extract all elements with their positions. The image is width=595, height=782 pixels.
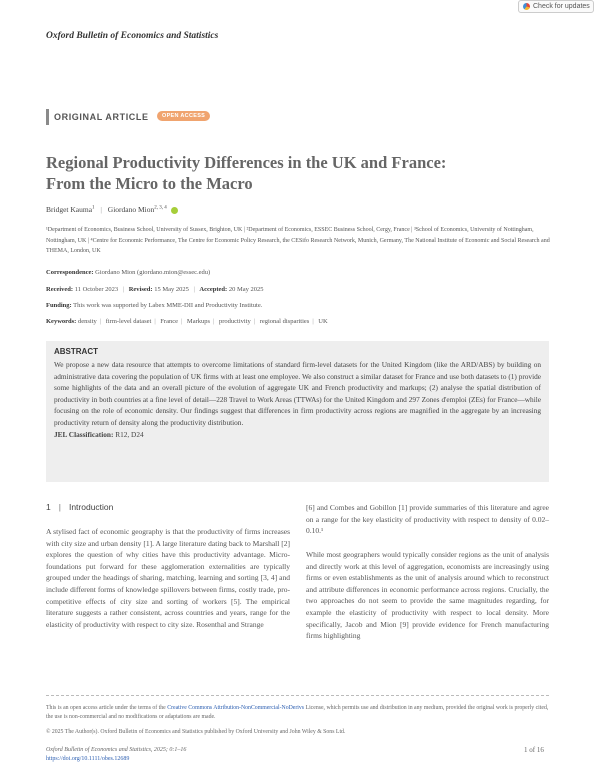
author-separator: |: [100, 205, 102, 214]
date-separator: |: [122, 286, 125, 293]
license-pre: This is an open access article under the terms of the: [46, 705, 168, 711]
right-column-para2: While most geographers would typically consider regions as the unit of analysis and directly work at this level of aggregation, economists are increasingly using firms or even establishments as the unit of analysis around which to reconstruct and attribute differences in economic performance across regions. Crucially, the two approaches do not seem to provide the same magnitudes regarding, for example the elasticity of productivity with respect to local density. More specifically, Jacob and Mion [9] provide evidence for French manufacturing firms highlighting: [306, 550, 549, 641]
accepted-label: Accepted:: [199, 286, 228, 293]
revised-label: Revised:: [128, 286, 153, 293]
license-post: License, which permits use and distribution in any medium, provided the original work is properly cited, the use is non-commercial and no modifications or adaptations are made.: [46, 705, 549, 720]
keyword-separator: |: [253, 318, 256, 325]
abstract-box: [46, 341, 549, 482]
abstract-heading: ABSTRACT: [54, 347, 98, 356]
author-name[interactable]: Giordano Mion: [107, 205, 155, 214]
revised-value: 15 May 2025: [154, 286, 189, 293]
license-link[interactable]: Creative Commons Attribution-NonCommercial-NoDerivs: [167, 705, 305, 711]
open-access-badge: OPEN ACCESS: [157, 111, 210, 121]
received-label: Received:: [46, 286, 74, 293]
keywords: [46, 318, 328, 325]
correspondence: [46, 269, 210, 276]
keyword[interactable]: productivity: [218, 318, 251, 325]
date-separator: |: [193, 286, 195, 293]
keyword-separator: |: [154, 318, 156, 325]
check-updates-label: Check for updates: [533, 3, 590, 10]
jel-value: R12, D24: [115, 429, 144, 439]
funding: [46, 302, 262, 309]
keyword[interactable]: firm-level dataset: [105, 318, 152, 325]
journal-title: Oxford Bulletin of Economics and Statistics: [46, 31, 219, 41]
affiliations: ¹Department of Economics, Business School, University of Sussex, Brighton, UK | ²Department of Economics, ESSEC Business School, Cergy, France | ³School of Economics, University of Nottingham, Nottingham, UK | ⁴Centre for Economic Performance, The Centre for Economic Policy Research, the CESifo Research Network, Munich, Germany, The National Institute of Economic and Social Research and THEMA, London, UK: [46, 227, 550, 254]
orcid-icon[interactable]: [171, 207, 178, 214]
section-separator: |: [58, 502, 61, 512]
keyword-separator: |: [213, 318, 215, 325]
right-column-para1: [6] and Combes and Gobillon [1] provide summaries of this literature and agree on a range for the key elasticity of productivity with respect to density of 0.02–0.10.¹: [306, 503, 549, 536]
dates: [46, 286, 264, 293]
accepted-value: 20 May 2025: [228, 286, 264, 293]
doi-link[interactable]: https://doi.org/10.1111/obes.12689: [46, 756, 130, 762]
abstract-text: We propose a new data resource that attempts to overcome limitations of standard firm-level datasets for the United Kingdom (like the ARD/ABS) by building on administrative data covering the population of UK firms with at least one employee. We also construct a similar dataset for France and use both datasets to (1) provide some highlights of the data and an overall picture of the evolution of aggregate UK and French productivity and markups; (2) analyse the spatial distribution of productivity in both countries at a fine level of detail—228 Travel to Work Areas (TTWAs) for the United Kingdom and 297 Zones d'emploi (ZEs) for France—while focusing on the role of economic density. Our findings suggest that differences in firm productivity across regions are magnified in the aggregate by an increasing productivity return of density along the productivity distribution.: [54, 360, 541, 427]
citation: Oxford Bulletin of Economics and Statistics, 2025; 0:1–16: [46, 747, 187, 753]
jel-label: JEL Classification:: [54, 429, 114, 439]
author-affil-sup: 2, 3, 4: [154, 205, 167, 211]
article-title: [46, 152, 556, 194]
left-column-text: A stylised fact of economic geography is that the productivity of firms increases with city size and urban density [1]. A large literature dating back to Marshall [2] explores the question of why cities have this productivity advantage. Micro-foundations put forward for these agglomeration externalities are typically grouped under the headings of sharing, matching, learning and sorting [3, 4] and include different forms of knowledge spillovers between firms, costly trade, pro-competitive effects of city size and sorting of workers [5]. The empirical literature suggests a rather consistent, across countries and years, range for the elasticity of productivity with respect to city size. Rosenthal and Strange: [46, 527, 290, 629]
article-type-bar: [46, 109, 49, 125]
section-title: Introduction: [68, 502, 114, 512]
jel-classification: [54, 430, 541, 439]
section-heading: [46, 502, 113, 512]
keyword[interactable]: France: [160, 318, 178, 325]
author-name[interactable]: Bridget Kauma: [46, 205, 93, 214]
copyright: © 2025 The Author(s). Oxford Bulletin of Economics and Statistics published by Oxford University and John Wiley & Sons Ltd.: [46, 729, 346, 735]
keywords-label: Keywords:: [46, 318, 77, 325]
keyword[interactable]: Markups: [186, 318, 211, 325]
article-type: ORIGINAL ARTICLE: [54, 112, 149, 122]
section-number: 1: [46, 502, 51, 512]
author-list: [46, 205, 178, 214]
keyword[interactable]: regional disparities: [259, 318, 310, 325]
keyword-separator: |: [99, 318, 102, 325]
crossmark-icon: [523, 3, 530, 10]
article-title-line1: Regional Productivity Differences in the UK and France:: [46, 153, 447, 172]
page-number: 1 of 16: [524, 746, 544, 754]
keyword-separator: |: [312, 318, 314, 325]
funding-value: This work was supported by Labex MME-DII and Productivity Institute.: [73, 302, 263, 309]
footer-divider: [46, 695, 549, 696]
keyword[interactable]: UK: [318, 318, 328, 325]
funding-label: Funding:: [46, 302, 72, 309]
author-affil-sup: 1: [92, 205, 95, 211]
license-note: [46, 704, 549, 722]
received-value: 11 October 2023: [74, 286, 119, 293]
correspondence-label: Correspondence:: [46, 269, 94, 276]
correspondence-value[interactable]: Giordano Mion (giordano.mion@essec.edu): [95, 269, 211, 276]
keyword-separator: |: [180, 318, 183, 325]
keyword[interactable]: density: [77, 318, 97, 325]
citation-footer: [46, 746, 186, 764]
check-for-updates-button[interactable]: [518, 0, 594, 13]
article-title-line2: From the Micro to the Macro: [46, 174, 253, 193]
